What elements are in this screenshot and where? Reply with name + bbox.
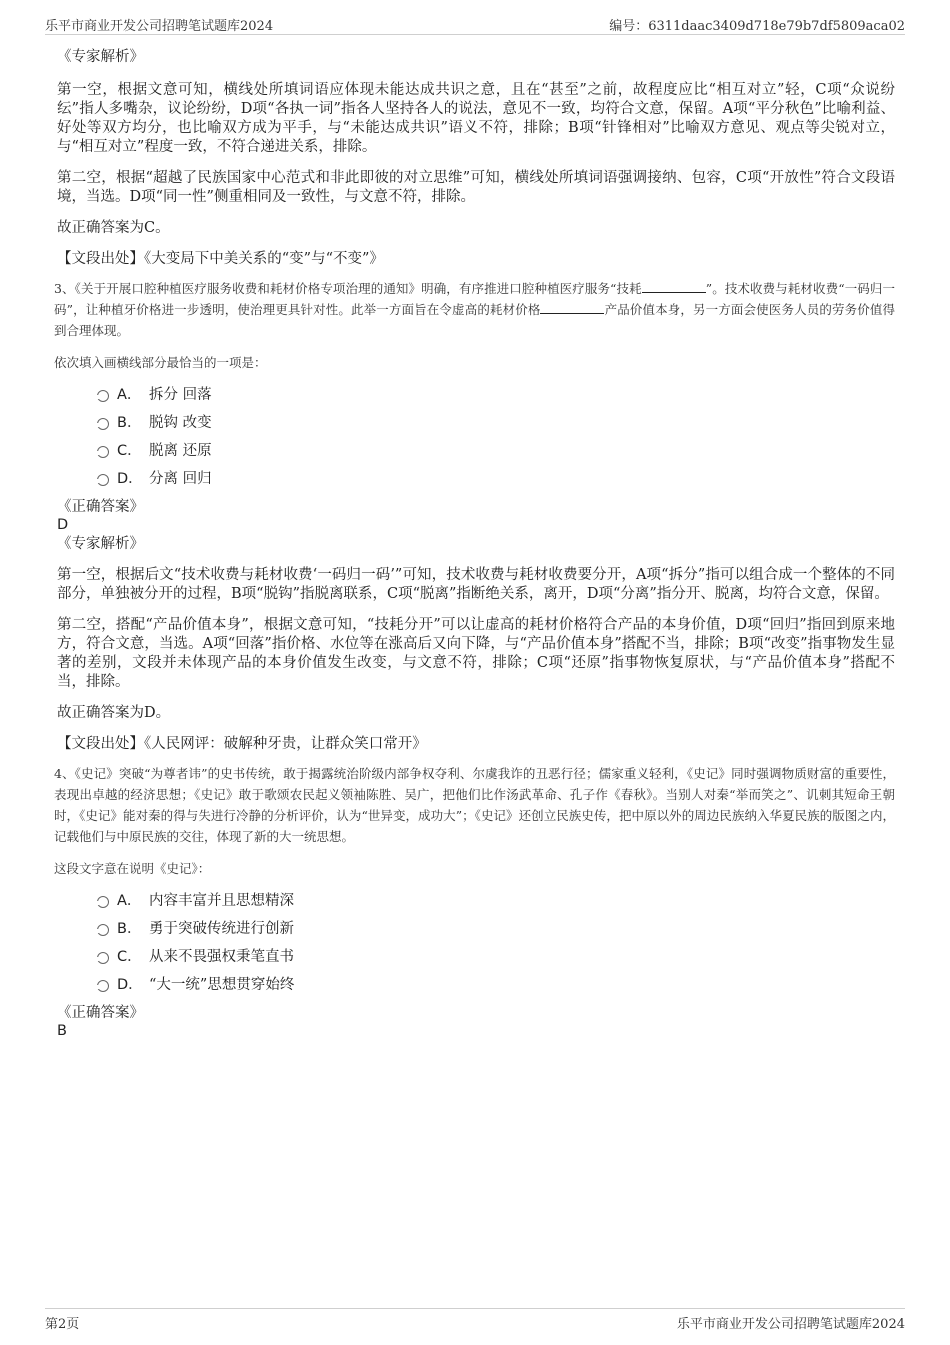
q3-option-b[interactable] bbox=[57, 413, 895, 441]
q3-conclusion: 故正确答案为D。 bbox=[57, 705, 171, 721]
q3-analysis-paragraph-2: 第二空，搭配“产品价值本身”，根据文意可知，“技耗分开”可以让虚高的耗材价格符合产品的本身价值，D项“回归”指回到原来地方，符合文意，当选。A项“回落”指价格、水位等在涨高后又向下降，与“产品价值本身”搭配不当，排除；B项“改变”指事物发生显著的差别，文段并未体现产品的本身价值发生改变，与文意不符，排除；C项“还原”指事物恢复原状，与“产品价值本身”搭配不当，排除。 bbox=[57, 617, 895, 690]
option-text: 拆分 回落 bbox=[149, 387, 212, 403]
q3-option-c[interactable] bbox=[57, 441, 895, 469]
radio-button[interactable] bbox=[97, 952, 109, 964]
q4-stem: 4、《史记》突破“为尊者讳”的史书传统，敢于揭露统治阶级内部争权夺利、尔虞我诈的丑恶行径；儒家重义轻利，《史记》同时强调物质财富的重要性，表现出卓越的经济思想；《史记》敢于歌颂农民起义领袖陈胜、吴广，把他们比作汤武革命、孔子作《春秋》。当别人对秦“举而笑之”、讥刺其短命王朝时，《史记》能对秦的得与失进行冷静的分析评价，认为“世异变，成功大”；《史记》还创立民族史传，把中原以外的周边民族纳入华夏民族的版图之内，记载他们与中原民族的交往，体现了新的大一统思想。 bbox=[54, 766, 895, 844]
q2-conclusion: 故正确答案为C。 bbox=[57, 220, 170, 236]
q3-analysis-label: 《专家解析》 bbox=[57, 536, 144, 552]
page-header bbox=[45, 12, 905, 35]
page-footer bbox=[45, 1308, 905, 1332]
radio-button[interactable] bbox=[97, 896, 109, 908]
q3-option-a[interactable] bbox=[57, 385, 895, 413]
radio-button[interactable] bbox=[97, 418, 109, 430]
option-letter: D． bbox=[117, 471, 143, 487]
q4-answer: B bbox=[57, 1023, 67, 1039]
radio-button[interactable] bbox=[97, 924, 109, 936]
option-letter: A． bbox=[117, 387, 142, 403]
q4-option-b[interactable] bbox=[57, 919, 895, 947]
header-title: 乐平市商业开发公司招聘笔试题库2024 bbox=[45, 19, 274, 34]
option-letter: C． bbox=[117, 949, 142, 965]
q3-prompt: 依次填入画横线部分最恰当的一项是： bbox=[54, 355, 267, 370]
q3-source: 【文段出处】《人民网评：破解种牙贵，让群众笑口常开》 bbox=[57, 736, 427, 752]
q4-options bbox=[57, 891, 895, 1003]
page-content bbox=[54, 47, 896, 1040]
option-text: “大一统”思想贯穿始终 bbox=[149, 977, 295, 993]
blank-line bbox=[642, 280, 706, 293]
option-text: 脱钩 改变 bbox=[149, 415, 212, 431]
q4-answer-label: 《正确答案》 bbox=[57, 1005, 144, 1021]
blank-line bbox=[540, 301, 604, 314]
q3-stem-part-2: ”。技术收费与耗材收费“一码归一码”，让种植牙价格进一步透明，使治理更具针对性。此举一方面旨在令虚高的耗材价格 bbox=[54, 281, 895, 317]
q3-answer: D bbox=[57, 517, 69, 533]
document-serial: 编号：6311daac3409d718e79b7df5809aca02 bbox=[609, 19, 905, 34]
q2-source: 【文段出处】《大变局下中美关系的“变”与“不变”》 bbox=[57, 251, 384, 267]
option-letter: A． bbox=[117, 893, 142, 909]
q3-stem bbox=[54, 278, 895, 341]
option-letter: B． bbox=[117, 921, 142, 937]
radio-button[interactable] bbox=[97, 474, 109, 486]
q3-analysis-paragraph-1: 第一空，根据后文“技术收费与耗材收费‘一码归一码’”可知，技术收费与耗材收费要分开，A项“拆分”指可以组合成一个整体的不同部分，单独被分开的过程，B项“脱钩”指脱离联系，C项“脱离”指断绝关系，离开，D项“分离”指分开、脱离，均符合文意，保留。 bbox=[57, 567, 895, 602]
footer-title: 乐平市商业开发公司招聘笔试题库2024 bbox=[676, 1317, 905, 1332]
option-text: 勇于突破传统进行创新 bbox=[149, 921, 294, 937]
q3-stem-part-3: 产品价值本身，另一方面会使医务人员的劳务价值得到合理体现。 bbox=[54, 302, 895, 338]
q4-option-a[interactable] bbox=[57, 891, 895, 919]
q2-analysis-label: 《专家解析》 bbox=[57, 49, 144, 65]
q3-option-d[interactable] bbox=[57, 469, 895, 497]
option-text: 脱离 还原 bbox=[149, 443, 212, 459]
option-letter: C． bbox=[117, 443, 142, 459]
option-text: 内容丰富并且思想精深 bbox=[149, 893, 294, 909]
q4-option-d[interactable] bbox=[57, 975, 895, 1003]
option-letter: B． bbox=[117, 415, 142, 431]
page-number: 第2页 bbox=[45, 1317, 80, 1332]
q3-answer-label: 《正确答案》 bbox=[57, 499, 144, 515]
option-text: 从来不畏强权秉笔直书 bbox=[149, 949, 294, 965]
radio-button[interactable] bbox=[97, 446, 109, 458]
option-text: 分离 回归 bbox=[149, 471, 212, 487]
radio-button[interactable] bbox=[97, 390, 109, 402]
q2-analysis-paragraph-1: 第一空，根据文意可知，横线处所填词语应体现未能达成共识之意，且在“甚至”之前，故程度应比“相互对立”轻，C项“众说纷纭”指人多嘴杂，议论纷纷，D项“各执一词”指各人坚持各人的说法，意见不一致，均符合文意，保留。A项“平分秋色”比喻利益、好处等双方均分，也比喻双方成为平手，与“未能达成共识”语义不符，排除；B项“针锋相对”比喻双方意见、观点等尖锐对立，与“相互对立”程度一致，不符合递进关系，排除。 bbox=[57, 82, 896, 155]
option-letter: D． bbox=[117, 977, 143, 993]
q4-prompt: 这段文字意在说明《史记》： bbox=[54, 861, 211, 876]
radio-button[interactable] bbox=[97, 980, 109, 992]
q3-stem-part-1: 3、《关于开展口腔种植医疗服务收费和耗材价格专项治理的通知》明确，有序推进口腔种植医疗服务“技耗 bbox=[54, 281, 642, 296]
q2-analysis-paragraph-2: 第二空，根据“超越了民族国家中心范式和非此即彼的对立思维”可知，横线处所填词语强调接纳、包容，C项“开放性”符合文段语境，当选。D项“同一性”侧重相同及一致性，与文意不符，排除。 bbox=[57, 170, 895, 205]
q3-options bbox=[57, 385, 895, 497]
q4-option-c[interactable] bbox=[57, 947, 895, 975]
